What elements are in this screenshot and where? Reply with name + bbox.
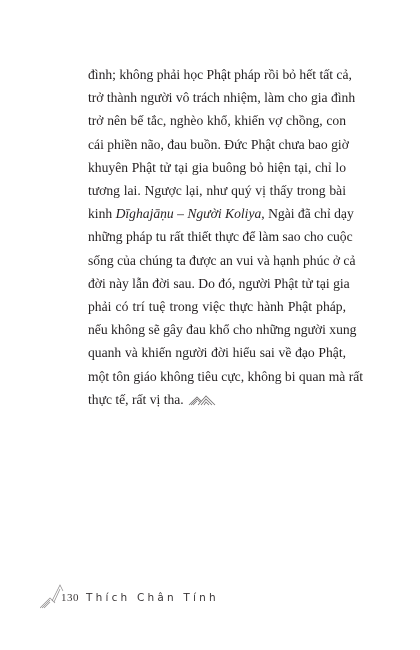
text-line: phải có trí tuệ trong việc thực hành Phật pháp,	[88, 299, 346, 315]
last-line-text: thực tế, rất vị tha.	[88, 391, 184, 407]
text-line: trở thành người vô trách nhiệm, làm cho gia đình	[88, 90, 356, 106]
text-line: quanh và khiến người đời hiểu sai về đạo Phật,	[88, 345, 346, 361]
body-text	[88, 63, 364, 411]
text-line: khuyên Phật tử tại gia buông bỏ hiện tại, chỉ lo	[88, 159, 346, 175]
sutra-prefix: kinh	[88, 206, 116, 222]
text-line: cái phiền não, đau buồn. Đức Phật chưa bao giờ	[88, 136, 349, 152]
text-line: tương lai. Ngược lại, như quý vị thấy trong bài	[88, 183, 346, 199]
text-line: đời này lẫn đời sau. Do đó, người Phật tử tại gia	[88, 275, 350, 291]
text-line: sống của chúng ta được an vui và hạnh phúc ở cả	[88, 252, 356, 268]
text-line: đình; không phải học Phật pháp rồi bỏ hết tất cả,	[88, 67, 352, 82]
text-line-last	[88, 388, 346, 411]
sutra-title: Dīghajāṇu – Người Koliya	[115, 206, 262, 222]
text-line-sutra-title	[88, 202, 354, 225]
page-footer	[0, 582, 420, 612]
text-line: một tôn giáo không tiêu cực, không bi quan mà rất	[88, 368, 364, 384]
text-line: những pháp tu rất thiết thực để làm sao cho cuộc	[88, 229, 353, 245]
text-line: nếu không sẽ gây đau khổ cho những người xung	[88, 322, 357, 338]
sutra-suffix: , Ngài đã chỉ dạy	[261, 206, 354, 222]
mountain-ornament-icon	[188, 394, 218, 406]
text-line: trở nên bế tắc, nghèo khổ, khiến vợ chồng, con	[88, 113, 346, 129]
page-number: 130	[61, 592, 79, 604]
running-author: Thích Chân Tính	[86, 592, 219, 604]
